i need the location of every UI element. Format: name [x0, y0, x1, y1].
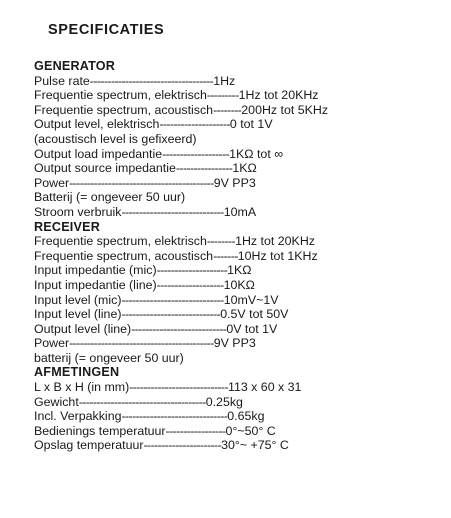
- page-title: SPECIFICATIES: [48, 22, 165, 38]
- specifications-list: [34, 59, 444, 453]
- spec-line: [34, 395, 444, 410]
- section-heading: RECEIVER: [34, 219, 100, 234]
- spec-line: [34, 351, 444, 366]
- spec-label: Bedienings temperatuur: [34, 423, 166, 438]
- spec-label: batterij (= ongeveer 50 uur): [34, 350, 184, 365]
- spec-label: Frequentie spectrum, acoustisch: [34, 102, 214, 117]
- spec-label: Frequentie spectrum, elektrisch: [34, 88, 207, 103]
- spec-label: Output level, elektrisch: [34, 117, 160, 132]
- spec-line: [34, 74, 444, 89]
- spec-line: [34, 205, 444, 220]
- spec-label: Output level (line): [34, 321, 132, 336]
- spec-line: [34, 147, 444, 162]
- spec-leader: -------------------: [156, 277, 224, 292]
- spec-leader: -----------------------------------------: [69, 175, 214, 190]
- spec-label: Frequentie spectrum, elektrisch: [34, 234, 207, 249]
- spec-leader: -----------------------------: [121, 292, 224, 307]
- spec-line: [34, 263, 444, 278]
- spec-label: Opslag temperatuur: [34, 438, 144, 453]
- spec-line: [34, 103, 444, 118]
- spec-label: Input impedantie (line): [34, 277, 157, 292]
- spec-leader: ---------: [206, 88, 239, 103]
- spec-value: 1Hz tot 20KHz: [238, 88, 319, 103]
- spec-label: Output source impedantie: [34, 161, 176, 176]
- spec-value: 10mA: [223, 204, 257, 219]
- spec-line: [34, 117, 444, 132]
- spec-line: [34, 249, 444, 264]
- spec-leader: ----------------------------: [129, 380, 228, 395]
- spec-label: Stroom verbruik: [34, 204, 122, 219]
- spec-value: 10Hz tot 1KHz: [237, 248, 318, 263]
- spec-value: 0V tot 1V: [226, 321, 278, 336]
- spec-leader: -------------------: [162, 146, 230, 161]
- spec-value: 1KΩ tot ∞: [229, 146, 284, 161]
- spec-label: Input impedantie (mic): [34, 263, 157, 278]
- spec-value: 0.5V tot 50V: [220, 307, 289, 322]
- spec-label: (acoustisch level is gefixeerd): [34, 131, 197, 146]
- spec-leader: ------------------------------------: [78, 394, 206, 409]
- spec-line: [34, 88, 444, 103]
- spec-leader: -----------------------------------------: [69, 336, 214, 351]
- spec-leader: -------: [213, 248, 238, 263]
- spec-leader: -----------------: [165, 423, 226, 438]
- spec-value: 113 x 60 x 31: [227, 380, 302, 395]
- spec-line: [34, 190, 444, 205]
- spec-label: Power: [34, 336, 70, 351]
- spec-value: 10mV~1V: [223, 292, 279, 307]
- spec-line: [34, 278, 444, 293]
- spec-leader: -----------------------------------: [89, 73, 214, 88]
- spec-line: [34, 176, 444, 191]
- spec-value: 9V PP3: [213, 175, 256, 190]
- spec-label: Power: [34, 175, 70, 190]
- spec-label: L x B x H (in mm): [34, 380, 130, 395]
- spec-leader: ----------------------------: [121, 307, 221, 322]
- spec-line: [34, 307, 444, 322]
- spec-line: [34, 293, 444, 308]
- section-heading: AFMETINGEN: [34, 365, 120, 380]
- spec-value: 1Hz: [213, 73, 236, 88]
- spec-leader: --------: [213, 102, 242, 117]
- spec-label: Frequentie spectrum, acoustisch: [34, 248, 214, 263]
- spec-leader: ----------------------: [143, 438, 222, 453]
- spec-label: Output load impedantie: [34, 146, 163, 161]
- spec-value: 200Hz tot 5KHz: [241, 102, 329, 117]
- spec-line: [34, 322, 444, 337]
- spec-value: 1KΩ: [232, 161, 257, 176]
- spec-leader: --------------------: [159, 117, 230, 132]
- spec-line: [34, 161, 444, 176]
- spec-leader: -----------------------------: [121, 204, 224, 219]
- spec-label: Pulse rate: [34, 73, 90, 88]
- spec-line: [34, 380, 444, 395]
- spec-line: [34, 336, 444, 351]
- spec-leader: --------: [206, 234, 236, 249]
- spec-leader: ---------------------------: [131, 321, 227, 336]
- spec-label: Input level (mic): [34, 292, 122, 307]
- spec-value: 10KΩ: [223, 277, 255, 292]
- spec-leader: --------------------: [156, 263, 228, 278]
- spec-line: [34, 424, 444, 439]
- spec-value: 30°~ +75° C: [221, 438, 289, 453]
- spec-leader: ------------------------------: [121, 409, 228, 424]
- spec-value: 0.65kg: [227, 409, 265, 424]
- spec-value: 0.25kg: [205, 394, 243, 409]
- spec-line: [34, 438, 444, 453]
- spec-label: Incl. Verpakking: [34, 409, 122, 424]
- spec-value: 9V PP3: [213, 336, 256, 351]
- spec-leader: ----------------: [175, 161, 233, 176]
- spec-line: [34, 234, 444, 249]
- spec-line: [34, 132, 444, 147]
- spec-label: Input level (line): [34, 307, 122, 322]
- spec-value: 1Hz tot 20KHz: [235, 234, 315, 249]
- spec-label: Gewicht: [34, 394, 79, 409]
- spec-value: 0°~50° C: [225, 423, 276, 438]
- spec-line: [34, 409, 444, 424]
- spec-value: 1KΩ: [227, 263, 252, 278]
- spec-label: Batterij (= ongeveer 50 uur): [34, 190, 186, 205]
- spec-value: 0 tot 1V: [229, 117, 273, 132]
- section-heading: GENERATOR: [34, 59, 116, 73]
